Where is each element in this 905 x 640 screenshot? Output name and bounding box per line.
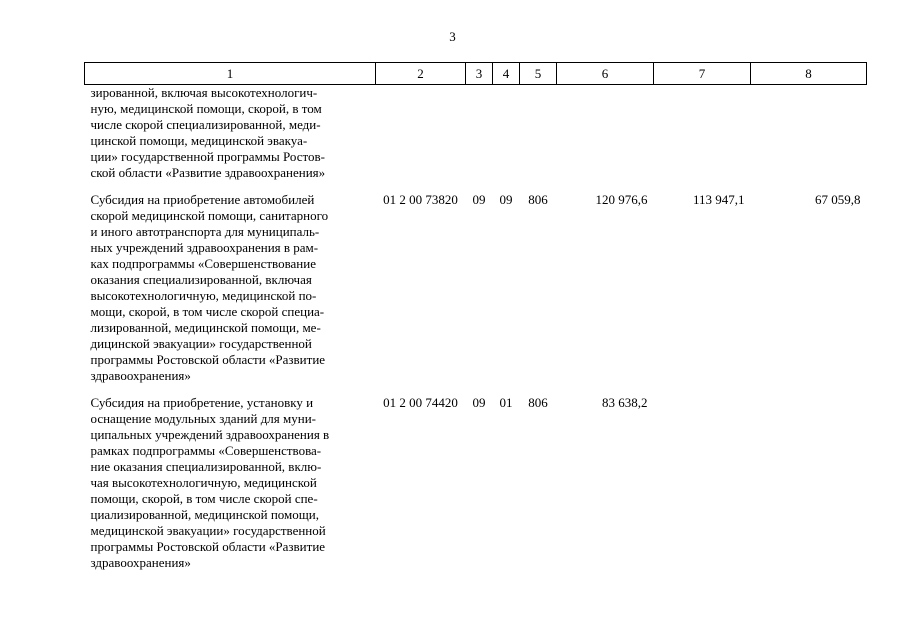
table-row — [85, 191, 867, 394]
description-line: числе скорой специализированной, меди- — [90, 117, 321, 132]
amount-col-8 — [751, 394, 867, 571]
page-number: 3 — [449, 29, 456, 44]
description-line: ние оказания специализированной, вклю- — [90, 459, 322, 474]
target-article-code: 01 2 00 73820 — [383, 192, 458, 207]
description-line: ных учреждений здравоохранения в рам- — [90, 240, 319, 255]
description-line: циализированной, медицинской помощи, — [90, 507, 319, 522]
description-line: чая высокотехнологичную, медицинской — [90, 475, 317, 490]
header-col-6: 6 — [557, 63, 654, 85]
target-article-code: 01 2 00 74420 — [383, 395, 458, 410]
description-line: оснащение модульных зданий для муни- — [90, 411, 316, 426]
amount-col-7 — [654, 394, 751, 571]
description-line: и иного автотранспорта для муниципаль- — [90, 224, 320, 239]
row-description — [85, 191, 376, 394]
budget-table — [84, 62, 867, 571]
description-line: программы Ростовской области «Развитие — [90, 539, 326, 554]
row-description — [85, 85, 376, 192]
description-line: дицинской эвакуации» государственной — [90, 336, 312, 351]
description-line: высокотехнологичную, медицинской по- — [90, 288, 317, 303]
header-col-2: 2 — [376, 63, 466, 85]
description-line: рамках подпрограммы «Совершенствова- — [90, 443, 322, 458]
subsection-code: 09 — [499, 192, 513, 207]
description-line: зированной, включая высокотехнологич- — [90, 85, 318, 100]
header-col-8: 8 — [751, 63, 867, 85]
header-col-5: 5 — [520, 63, 557, 85]
description-line: ках подпрограммы «Совершенствование — [90, 256, 316, 271]
row-description — [85, 394, 376, 571]
description-line: ской области «Развитие здравоохранения» — [90, 165, 326, 180]
table-row — [85, 394, 867, 571]
amount-col-6: 120 976,6 — [595, 192, 648, 207]
description-line: помощи, скорой, в том числе скорой спе- — [90, 491, 318, 506]
section-code: 09 — [472, 192, 486, 207]
description-line: здравоохранения» — [90, 555, 191, 570]
table-row-continuation — [85, 85, 867, 192]
header-col-1: 1 — [85, 63, 376, 85]
description-line: ную, медицинской помощи, скорой, в том — [90, 101, 322, 116]
subsection-code: 01 — [499, 395, 513, 410]
amount-col-7: 113 947,1 — [692, 192, 745, 207]
description-line: лизированной, медицинской помощи, ме- — [90, 320, 321, 335]
section-code: 09 — [472, 395, 486, 410]
amount-col-8: 67 059,8 — [815, 192, 861, 207]
description-line: Субсидия на приобретение автомобилей — [90, 192, 315, 207]
description-line: мощи, скорой, в том числе скорой специа- — [90, 304, 325, 319]
description-line: скорой медицинской помощи, санитарного — [90, 208, 329, 223]
header-col-4: 4 — [493, 63, 520, 85]
description-line: ции» государственной программы Ростов- — [90, 149, 325, 164]
header-col-7: 7 — [654, 63, 751, 85]
description-line: медицинской эвакуации» государственной — [90, 523, 326, 538]
description-line: здравоохранения» — [90, 368, 191, 383]
description-line: ципальных учреждений здравоохранения в — [90, 427, 330, 442]
description-line: оказания специализированной, включая — [90, 272, 312, 287]
description-line: Субсидия на приобретение, установку и — [90, 395, 314, 410]
header-col-3: 3 — [466, 63, 493, 85]
description-line: программы Ростовской области «Развитие — [90, 352, 326, 367]
expense-type-code: 806 — [528, 395, 548, 410]
amount-col-6: 83 638,2 — [602, 395, 648, 410]
table-header — [85, 63, 867, 85]
expense-type-code: 806 — [528, 192, 548, 207]
description-line: цинской помощи, медицинской эвакуа- — [90, 133, 308, 148]
